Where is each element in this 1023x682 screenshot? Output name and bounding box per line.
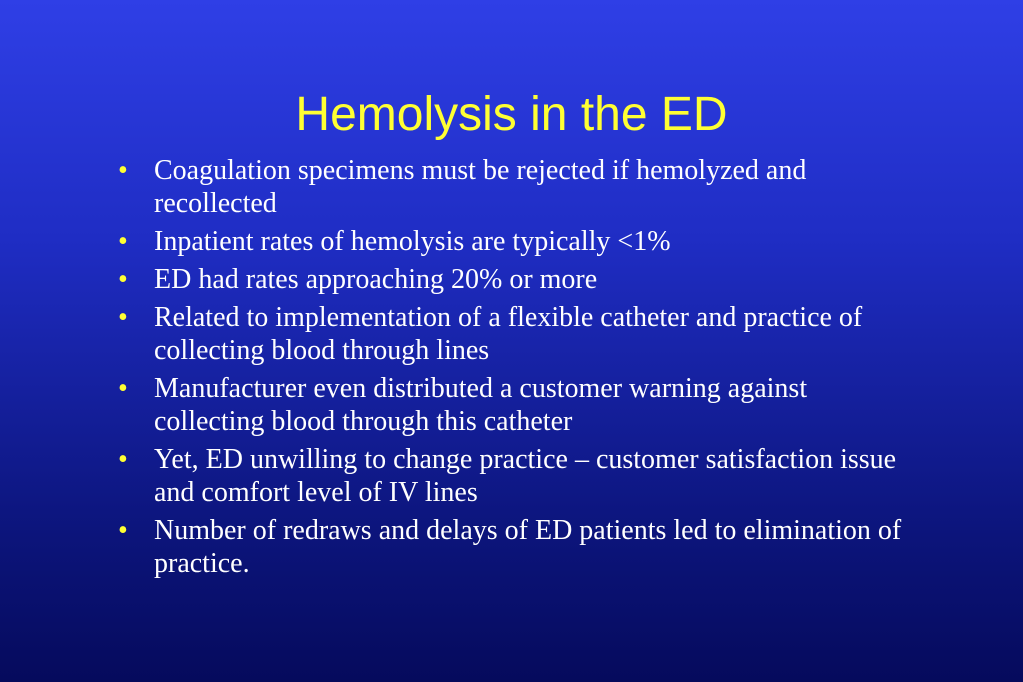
bullet-item	[118, 372, 908, 438]
bullet-icon: •	[118, 155, 128, 186]
bullet-item	[118, 263, 908, 296]
bullet-item	[118, 514, 908, 580]
bullet-icon: •	[118, 515, 128, 546]
bullet-icon: •	[118, 264, 128, 295]
bullet-text: Coagulation specimens must be rejected if hemolyzed and recollected	[154, 155, 807, 219]
bullet-text: Number of redraws and delays of ED patients led to elimination of practice.	[154, 515, 902, 579]
bullet-item	[118, 225, 908, 258]
bullet-text: Inpatient rates of hemolysis are typically <1%	[154, 226, 671, 257]
bullet-list	[118, 154, 908, 585]
bullet-icon: •	[118, 373, 128, 404]
bullet-icon: •	[118, 226, 128, 257]
bullet-text: Related to implementation of a flexible catheter and practice of collecting blood through lines	[154, 302, 863, 366]
bullet-text: Manufacturer even distributed a customer warning against collecting blood through this catheter	[154, 373, 808, 437]
bullet-icon: •	[118, 302, 128, 333]
bullet-item	[118, 301, 908, 367]
bullet-text: ED had rates approaching 20% or more	[154, 264, 598, 295]
slide-title: Hemolysis in the ED	[295, 88, 728, 141]
bullet-icon: •	[118, 444, 128, 475]
bullet-item	[118, 154, 908, 220]
bullet-text: Yet, ED unwilling to change practice – customer satisfaction issue and comfort level of IV lines	[154, 444, 897, 508]
bullet-item	[118, 443, 908, 509]
